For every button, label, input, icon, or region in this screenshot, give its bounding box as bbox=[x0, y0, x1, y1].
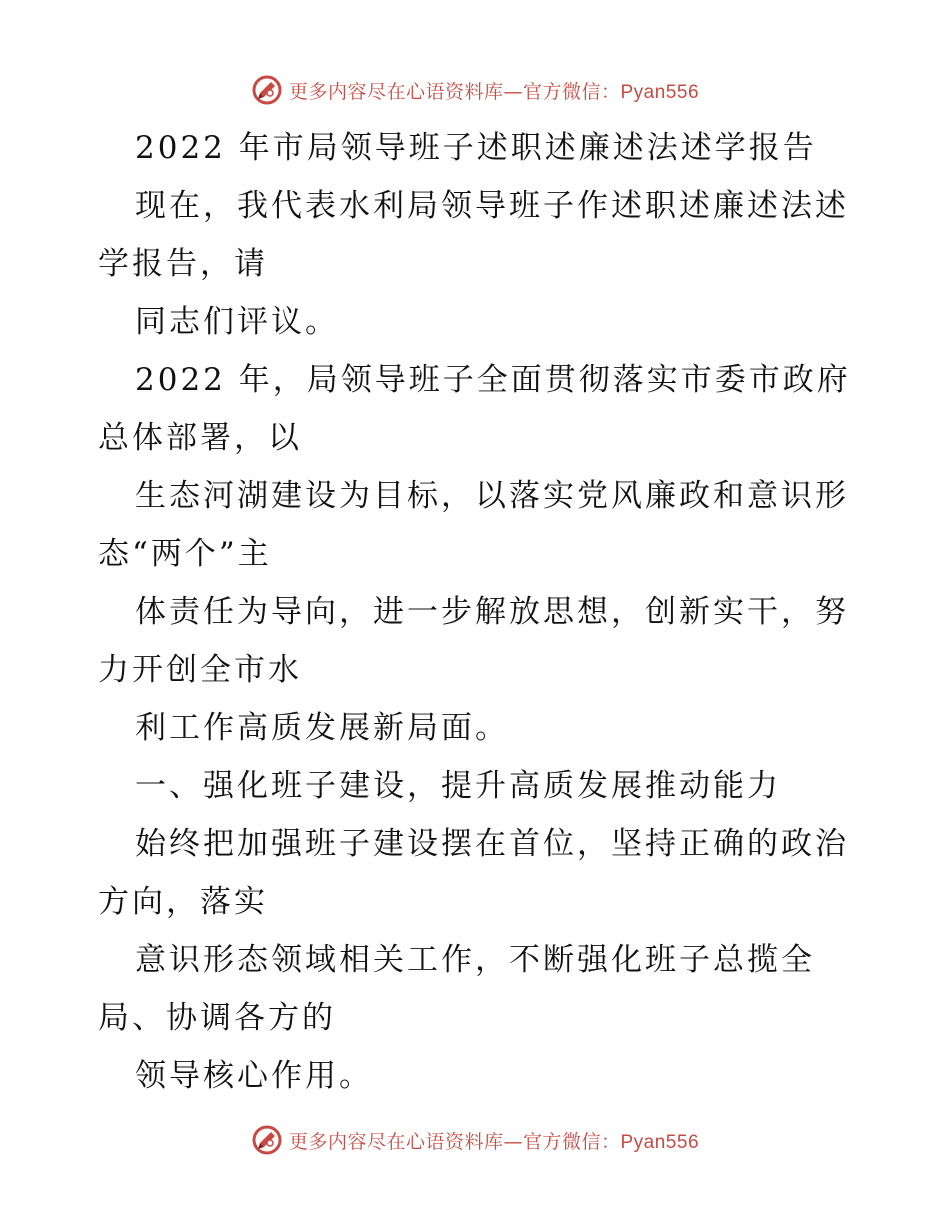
paragraph-line: 现在，我代表水利局领导班子作述职述廉述法述 bbox=[135, 188, 849, 224]
paragraph-line: 力开创全市水 bbox=[98, 652, 302, 688]
watermark-wechat-id: Pyan556 bbox=[620, 1131, 700, 1153]
paragraph-line: 总体部署，以 bbox=[98, 420, 302, 456]
watermark-text bbox=[289, 77, 699, 104]
watermark-separator: — bbox=[503, 80, 523, 103]
watermark-banner-top bbox=[0, 70, 950, 110]
watermark-official-label: 官方微信： bbox=[522, 1130, 621, 1153]
paragraph-line: 同志们评议。 bbox=[135, 304, 339, 340]
section-heading: 一、强化班子建设，提升高质发展推动能力 bbox=[135, 768, 781, 804]
paragraph-line: 生态河湖建设为目标，以落实党风廉政和意识形 bbox=[135, 478, 849, 514]
watermark-separator: — bbox=[503, 1130, 523, 1153]
paragraph-line: 利工作高质发展新局面。 bbox=[135, 710, 509, 746]
paragraph-line: 始终把加强班子建设摆在首位，坚持正确的政治 bbox=[135, 826, 849, 862]
paragraph-line: 学报告，请 bbox=[98, 246, 268, 282]
document-title: 2022 年市局领导班子述职述廉述法述学报告 bbox=[135, 130, 817, 166]
watermark-banner-bottom bbox=[0, 1120, 950, 1160]
brand-logo-icon bbox=[251, 1124, 283, 1156]
paragraph-line: 局、协调各方的 bbox=[98, 1000, 336, 1036]
paragraph-line: 领导核心作用。 bbox=[135, 1058, 373, 1094]
watermark-site-text: 更多内容尽在心语资料库 bbox=[288, 80, 504, 103]
watermark-wechat-id: Pyan556 bbox=[620, 81, 700, 103]
paragraph-line: 态“两个”主 bbox=[98, 536, 272, 572]
watermark-site-text: 更多内容尽在心语资料库 bbox=[288, 1130, 504, 1153]
paragraph-line: 方向，落实 bbox=[98, 884, 268, 920]
paragraph-line: 体责任为导向，进一步解放思想，创新实干，努 bbox=[135, 594, 849, 630]
watermark-official-label: 官方微信： bbox=[522, 80, 621, 103]
watermark-text bbox=[289, 1127, 699, 1154]
paragraph-line: 意识形态领域相关工作，不断强化班子总揽全 bbox=[135, 942, 815, 978]
paragraph-line: 2022 年，局领导班子全面贯彻落实市委市政府 bbox=[135, 362, 851, 398]
brand-logo-icon bbox=[251, 74, 283, 106]
